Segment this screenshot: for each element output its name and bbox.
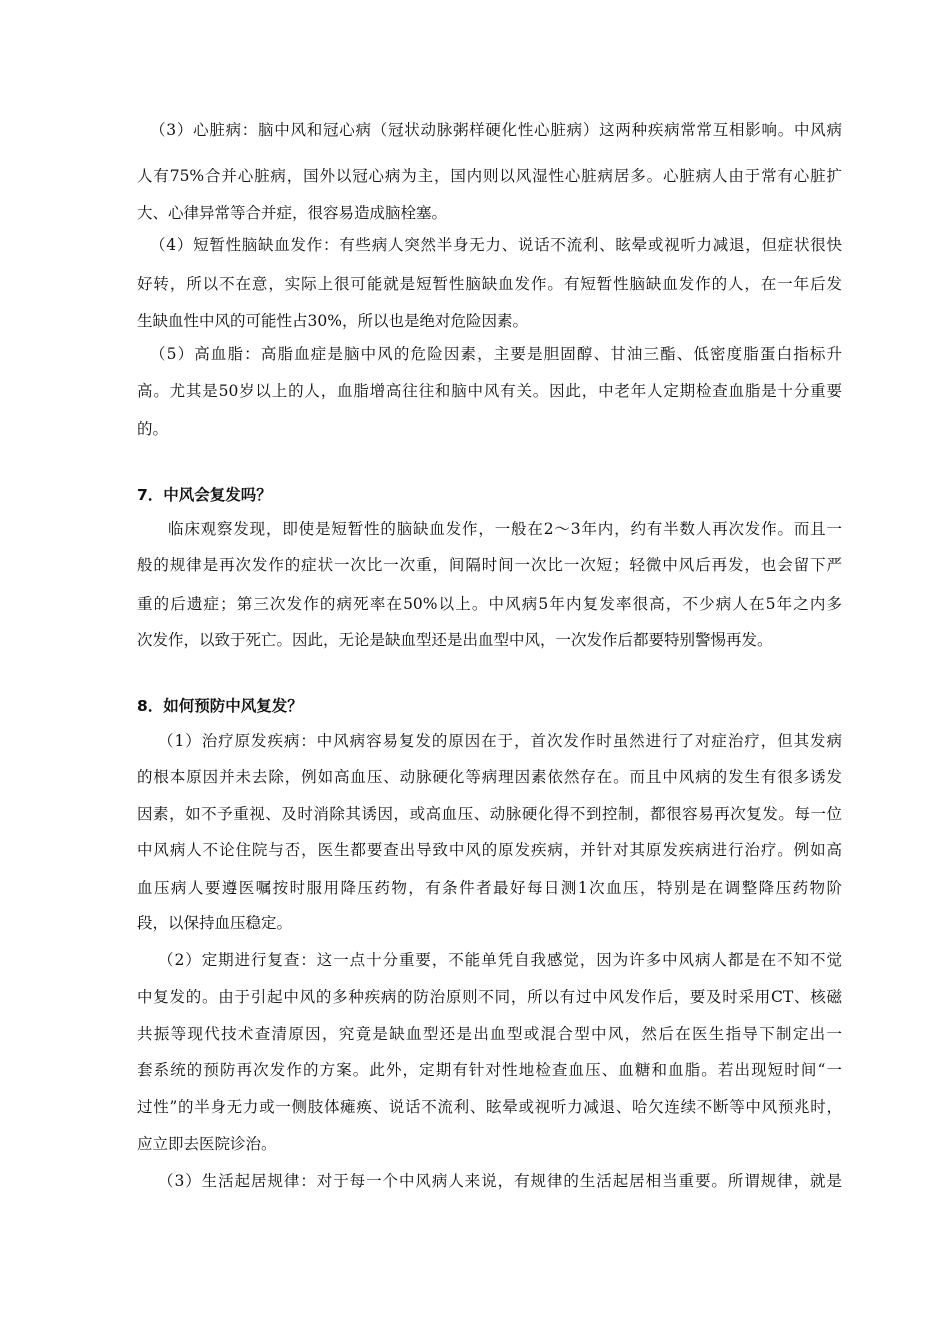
paragraph-line: 的。: [137, 420, 169, 438]
paragraph-line: （3）生活起居规律：对于每一个中风病人来说，有规律的生活起居相当重要。所谓规律，就是: [158, 1172, 842, 1190]
paragraph-line: 好转，所以不在意，实际上很可能就是短暂性脑缺血发作。有短暂性脑缺血发作的人，在一年后发: [137, 275, 842, 293]
paragraph-line: （5）高血脂：高脂血症是脑中风的危险因素，主要是胆固醇、甘油三酯、低密度脂蛋白指标升: [150, 345, 842, 363]
paragraph-line: 共振等现代技术查清原因，究竟是缺血型还是出血型或混合型中风，然后在医生指导下制定出一: [137, 1025, 842, 1043]
paragraph-line: 的根本原因并未去除，例如高血压、动脉硬化等病理因素依然存在。而且中风病的发生有很多诱发: [137, 768, 842, 786]
paragraph-line: 套系统的预防再次发作的方案。此外，定期有针对性地检查血压、血糖和血脂。若出现短时间“一: [137, 1061, 842, 1079]
paragraph-line: 次发作，以致于死亡。因此，无论是缺血型还是出血型中风，一次发作后都要特别警惕再发。: [137, 631, 773, 649]
paragraph-line: （2）定期进行复查：这一点十分重要，不能单凭自我感觉，因为许多中风病人都是在不知不觉: [158, 951, 842, 969]
paragraph-line: 大、心律异常等合并症，很容易造成脑栓塞。: [137, 204, 448, 222]
paragraph-line: 应立即去医院诊治。: [137, 1135, 277, 1153]
paragraph-line: 般的规律是再次发作的症状一次比一次重，间隔时间一次比一次短；轻微中风后再发，也会留下严: [137, 556, 842, 574]
paragraph-line: 中风病人不论住院与否，医生都要查出导致中风的原发疾病，并针对其原发疾病进行治疗。例如高: [137, 841, 842, 859]
paragraph-line: 段，以保持血压稳定。: [137, 914, 293, 932]
paragraph-line: 血压病人要遵医嘱按时服用降压药物，有条件者最好每日测1次血压，特别是在调整降压药物阶: [137, 879, 842, 897]
paragraph-line: （3）心脏病：脑中风和冠心病（冠状动脉粥样硬化性心脏病）这两种疾病常常互相影响。中风病: [150, 121, 842, 139]
section-heading: 8．如何预防中风复发？: [137, 697, 303, 715]
paragraph-line: （1）治疗原发疾病：中风病容易复发的原因在于，首次发作时虽然进行了对症治疗，但其发病: [158, 732, 842, 750]
paragraph-line: 生缺血性中风的可能性占30%，所以也是绝对危险因素。: [137, 312, 528, 330]
paragraph-line: 重的后遗症；第三次发作的病死率在50%以上。中风病5年内复发率很高，不少病人在5年之内多: [137, 595, 842, 613]
paragraph-line: 临床观察发现，即使是短暂性的脑缺血发作，一般在2～3年内，约有半数人再次发作。而且一: [168, 520, 842, 538]
paragraph-line: （4）短暂性脑缺血发作：有些病人突然半身无力、说话不流利、眩晕或视听力减退，但症状很快: [150, 236, 842, 254]
paragraph-line: 高。尤其是50岁以上的人，血脂增高往往和脑中风有关。因此，中老年人定期检查血脂是十分重要: [137, 382, 842, 400]
paragraph-line: 过性”的半身无力或一侧肢体瘫痪、说话不流利、眩晕或视听力减退、哈欠连续不断等中风预兆时，: [137, 1098, 842, 1116]
section-heading: 7．中风会复发吗？: [137, 486, 272, 504]
paragraph-line: 人有75%合并心脏病，国外以冠心病为主，国内则以风湿性心脏病居多。心脏病人由于常有心脏扩: [137, 167, 842, 185]
paragraph-line: 中复发的。由于引起中风的多种疾病的防治原则不同，所以有过中风发作后，要及时采用CT、核磁: [137, 988, 842, 1006]
paragraph-line: 因素，如不予重视、及时消除其诱因，或高血压、动脉硬化得不到控制，都很容易再次复发。每一位: [137, 805, 842, 823]
